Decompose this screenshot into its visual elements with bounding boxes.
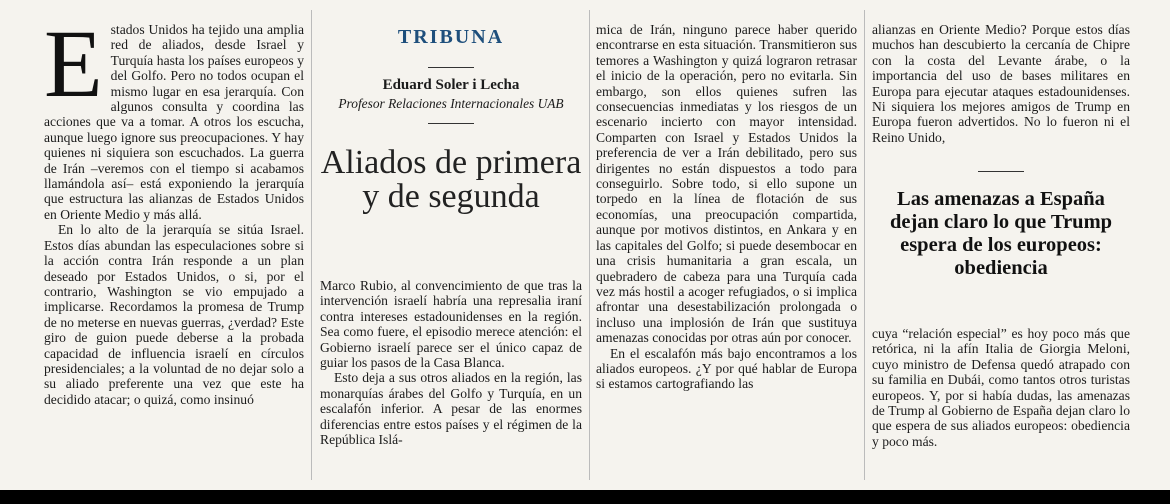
divider bbox=[428, 67, 474, 68]
column-1 bbox=[44, 10, 304, 407]
paragraph: En el escalafón más bajo encontramos a los aliados europeos. ¿Y por qué hablar de Europa si estamos cartografiando las bbox=[596, 345, 857, 392]
paragraph: mica de Irán, ninguno parece haber querido encontrarse en esta situación. Transmitieron sus temores a Washington y quizá lograron retrasar el inicio de la operación, pero no evitarla. Sin embargo, son ellos quienes sufren las consecuencias inmediatas y los riesgos de un escenario incierto con mayor intensidad. Comparten con Israel y Estados Unidos la preferencia de ver a Irán debilitado, pero sus dirigentes no están dispuestos a todo para conseguirlo. Sobre todo, si ello supone un torpedo en la línea de flotación de sus economías, una preocupación compartida, aunque por motivos distintos, en Ankara y en las capitales del Golfo; si puede desembocar en una crisis humanitaria a gran escala, un quebradero de cabeza para una Turquía cada vez más hostil a acoger refugiados, o si implica afrontar una desestabilización prolongada o incluso una implosión de Irán que sustituya amenazas conocidas por otras aún por conocer. bbox=[596, 22, 857, 346]
column-divider bbox=[311, 10, 312, 480]
author-role: Profesor Relaciones Internacionales UAB bbox=[338, 95, 564, 111]
column-2-body bbox=[320, 278, 582, 447]
paragraph: Marco Rubio, al convencimiento de que tras la intervención israelí habría una represalia iraní contra intereses estadounidenses en la región. Sea como fuere, el episodio merece atención: el Gobierno israelí parece ser el único capaz de guiar los pasos de la Casa Blanca. bbox=[320, 278, 582, 371]
paragraph: cuya “relación especial” es hoy poco más que retórica, ni la afín Italia de Giorgia Meloni, cuyo ministro de Defensa quedó atrapado con su familia en Dubái, como tantos otros turistas europeos. Y, por si había dudas, las amenazas de Trump al Gobierno de España dejan claro lo que espera de sus aliados europeos: obediencia y poco más. bbox=[872, 326, 1130, 449]
column-divider bbox=[589, 10, 590, 480]
pull-quote-block bbox=[872, 171, 1130, 280]
column-divider bbox=[864, 10, 865, 480]
paragraph: alianzas en Oriente Medio? Porque estos días muchos han descubierto la cercanía de Chipre con la costa del Levante árabe, o la importancia del uso de bases militares en Europa para ejecutar ataques estadounidenses. Ni siquiera los mejores amigos de Trump en Europa fueron advertidos. No lo fueron ni el Reino Unido, bbox=[872, 22, 1130, 145]
section-label: TRIBUNA bbox=[397, 26, 505, 48]
column-3 bbox=[596, 22, 857, 392]
paragraph: Esto deja a sus otros aliados en la región, las monarquías árabes del Golfo y Turquía, en un escalafón inferior. A pesar de las enormes diferencias entre estos países y el régimen de la República Islá- bbox=[320, 370, 582, 448]
column-2 bbox=[320, 22, 582, 448]
column-4 bbox=[872, 22, 1130, 449]
pull-quote: Las amenazas a España dejan claro lo que Trump espera de los europeos: obediencia bbox=[889, 188, 1113, 280]
author-name: Eduard Soler i Lecha bbox=[382, 77, 520, 94]
paragraph: Estados Unidos ha tejido una amplia red de aliados, desde Israel y Turquía hasta los países europeos y del Golfo. Pero no todos ocupan el mismo lugar en esa jerarquía. Con algunos consulta y coordina las acciones que va a tomar. A otros los escucha, aunque luego ignore sus preocupaciones. Y hay quienes ni siquiera son escuchados. La guerra de Irán –veremos con el tiempo si acabamos llamándola así– está exponiendo la jerarquía que estructura las alianzas de Estados Unidos en Oriente Medio y más allá. bbox=[44, 10, 304, 222]
divider bbox=[428, 123, 474, 124]
drop-cap: E bbox=[44, 10, 103, 117]
paragraph: En lo alto de la jerarquía se sitúa Israel. Estos días abundan las especulaciones sobre si la acción contra Irán responde a un plan deseado por Estados Unidos, o si, por el contrario, Washington se vio empujado a implicarse. Recordamos la promesa de Trump de no meterse en nuevas guerras, ¿verdad? Este giro de guion puede deberse a la probada capacidad de influencia israelí en círculos presidenciales; a la voluntad de no dejar solo a su aliado preferente una vez que este ha decidido atacar; o quizá, como insinuó bbox=[44, 222, 304, 407]
divider bbox=[978, 171, 1024, 172]
headline: Aliados de primera y de segunda bbox=[320, 144, 582, 216]
